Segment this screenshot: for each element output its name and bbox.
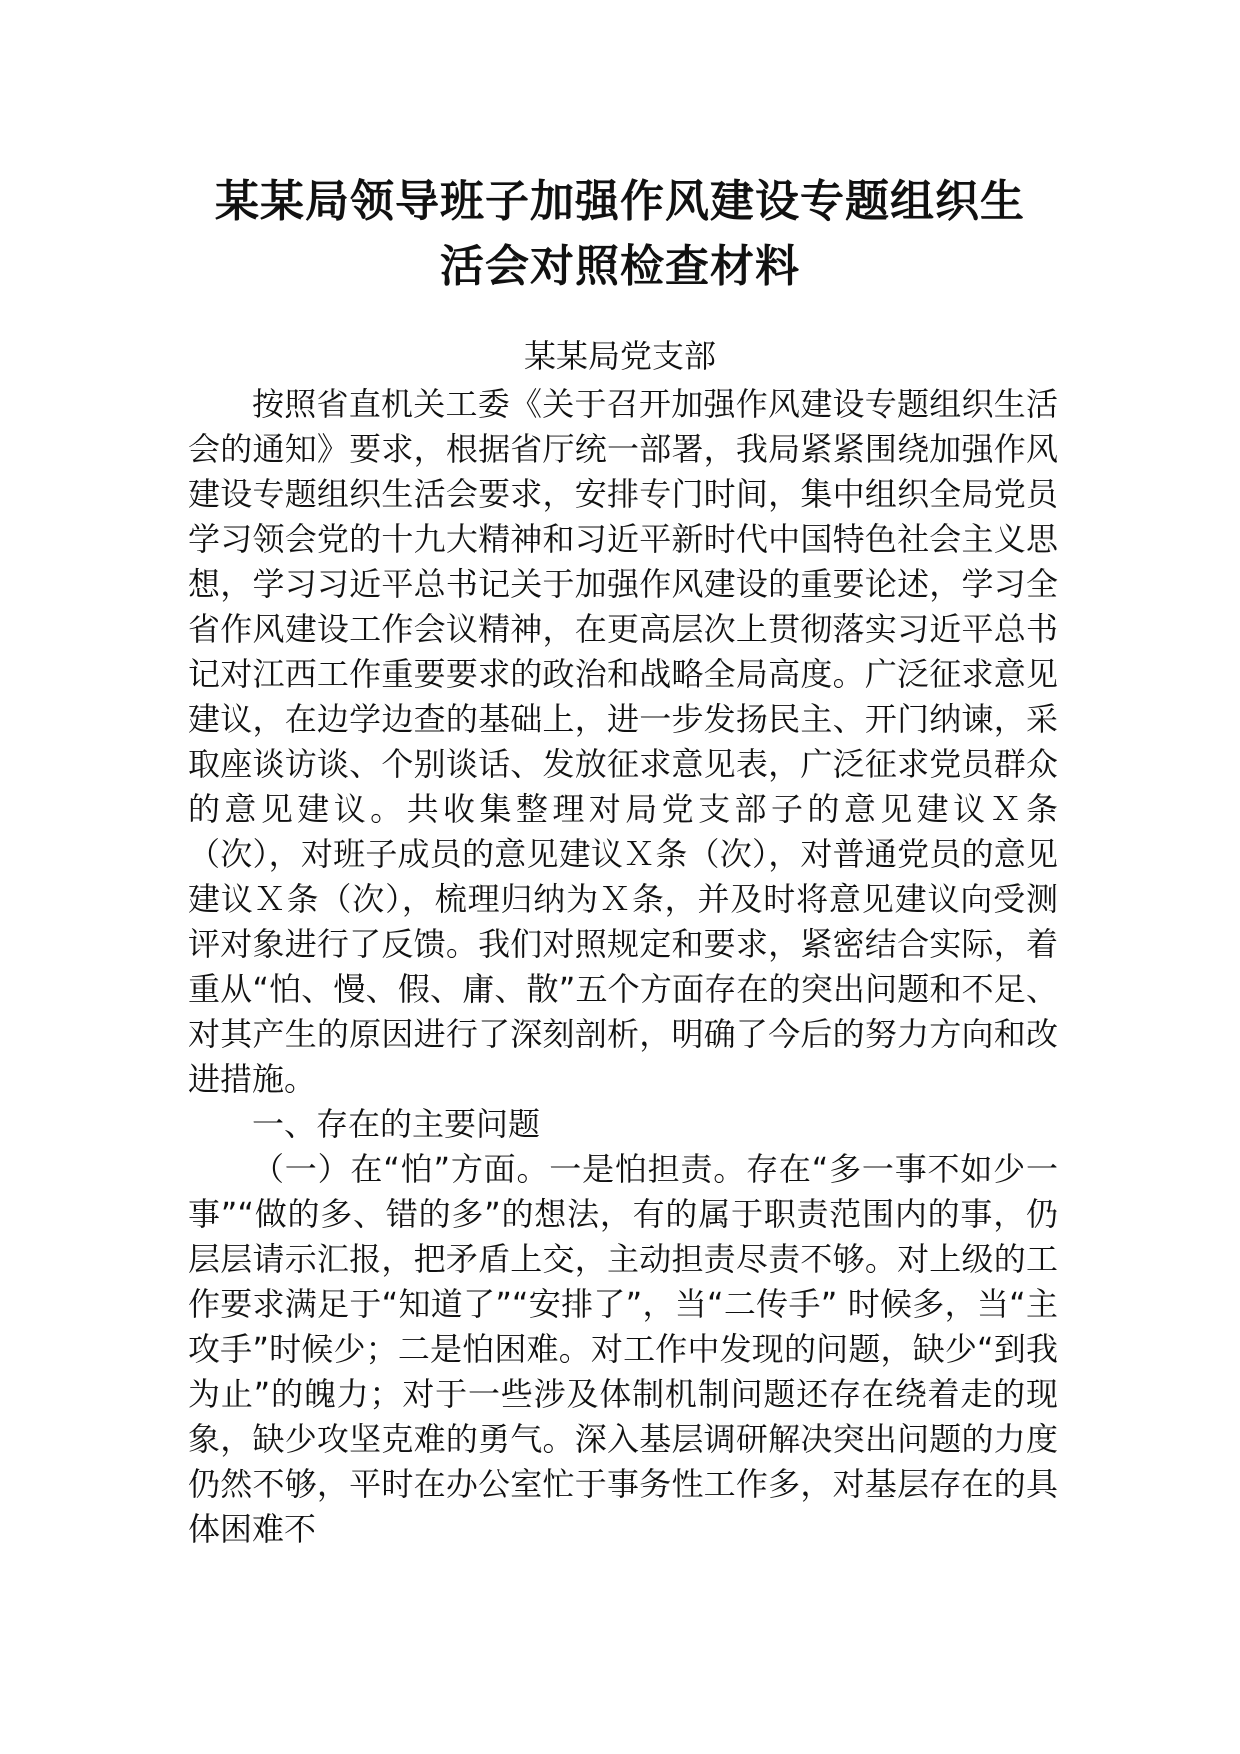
document-title-line-1: 某某局领导班子加强作风建设专题组织生 — [215, 176, 1025, 227]
section-heading: 一、存在的主要问题 — [252, 1105, 541, 1143]
document-title-line-2: 活会对照检查材料 — [440, 241, 800, 292]
body-paragraph: （一）在“怕”方面。一是怕担责。存在“多一事不如少一事”“做的多、错的多”的想法，有的属于职责范围内的事，仍层层请示汇报，把矛盾上交，主动担责尽责不够。对上级的工作要求满足于“知道了”“安排了”，当“二传手” 时候多，当“主攻手”时候少；二是怕困难。对工作中发现的问题，缺少“到我为止”的魄力；对于一些涉及体制机制问题还存在绕着走的现象，缺少攻坚克难的勇气。深入基层调研解决突出问题的力度仍然不够，平时在办公室忙于事务性工作多，对基层存在的具体困难不 — [188, 1150, 1058, 1548]
document-body — [188, 382, 1058, 1552]
intro-paragraph: 按照省直机关工委《关于召开加强作风建设专题组织生活会的通知》要求，根据省厅统一部署，我局紧紧围绕加强作风建设专题组织生活会要求，安排专门时间，集中组织全局党员学习领会党的十九大精神和习近平新时代中国特色社会主义思想，学习习近平总书记关于加强作风建设的重要论述，学习全省作风建设工作会议精神，在更高层次上贯彻落实习近平总书记对江西工作重要要求的政治和战略全局高度。广泛征求意见建议，在边学边查的基础上，进一步发扬民主、开门纳谏，采取座谈访谈、个别谈话、发放征求意见表，广泛征求党员群众的意见建议。共收集整理对局党支部子的意见建议Ｘ条（次），对班子成员的意见建议Ｘ条（次），对普通党员的意见建议Ｘ条（次），梳理归纳为Ｘ条，并及时将意见建议向受测评对象进行了反馈。我们对照规定和要求，紧密结合实际，着重从“怕、慢、假、庸、散”五个方面存在的突出问题和不足、对其产生的原因进行了深刻剖析，明确了今后的努力方向和改进措施。 — [188, 385, 1058, 1098]
issuing-organization: 某某局党支部 — [523, 337, 716, 375]
